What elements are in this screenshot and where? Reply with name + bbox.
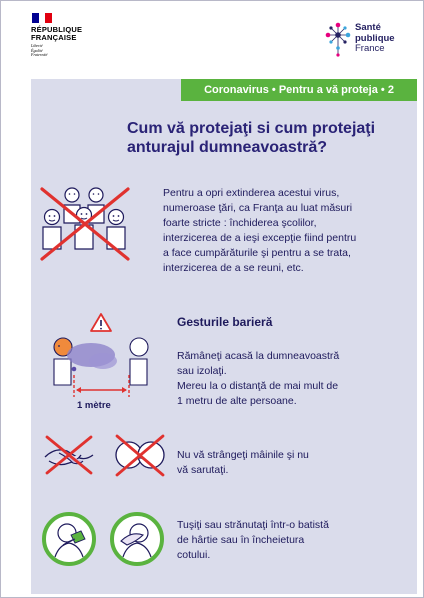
cough-elbow-icon (109, 511, 165, 567)
distance-illustration (41, 311, 161, 401)
republique-title: RÉPUBLIQUE FRANÇAISE (31, 25, 83, 42)
cough-tissue-icon (41, 511, 97, 567)
cough-paragraph: Tuşiţi sau strănutaţi într-o batistă de hârtie sau în încheietura cotului. (177, 519, 329, 561)
sante-publique-france-logo (324, 21, 404, 61)
no-handshake-icon (41, 431, 97, 477)
page-title: Cum vă protejaţi si cum protejaţi anturajul dumneavoastră? (127, 120, 376, 156)
handshake-paragraph: Nu vă strângeţi mâinile şi nu vă sarutaţi. (177, 449, 309, 476)
section-banner: Coronavirus • Pentru a vă proteja • 2 (181, 79, 417, 101)
intro-paragraph: Pentru a opri extinderea acestui virus, numeroase ţări, ca Franţa au luat măsuri foarte stricte : închiderea şcolilor, interzicerea de a ieşi excepţie fiind pentru a face cumpărăturile şi pentru a se trata, interzicerea de a se reuni, etc. (163, 187, 357, 274)
gestures-heading: Gesturile barieră (177, 315, 273, 329)
republique-motto: Liberté Égalité Fraternité (31, 43, 48, 58)
spf-wordmark: Santé publique France (355, 22, 395, 54)
network-dots-icon (324, 21, 354, 59)
stay-home-paragraph: Rămâneţi acasă la dumneavoastră sau izolaţi. Mereu la o distanţă de mai mult de 1 metru de alte persoane. (177, 350, 340, 407)
warning-icon (91, 314, 111, 331)
republique-francaise-logo (31, 13, 101, 58)
french-flag-icon (32, 13, 52, 23)
no-gathering-icon (34, 181, 134, 263)
distance-label: 1 mètre (77, 400, 111, 411)
no-kiss-icon (111, 431, 169, 479)
